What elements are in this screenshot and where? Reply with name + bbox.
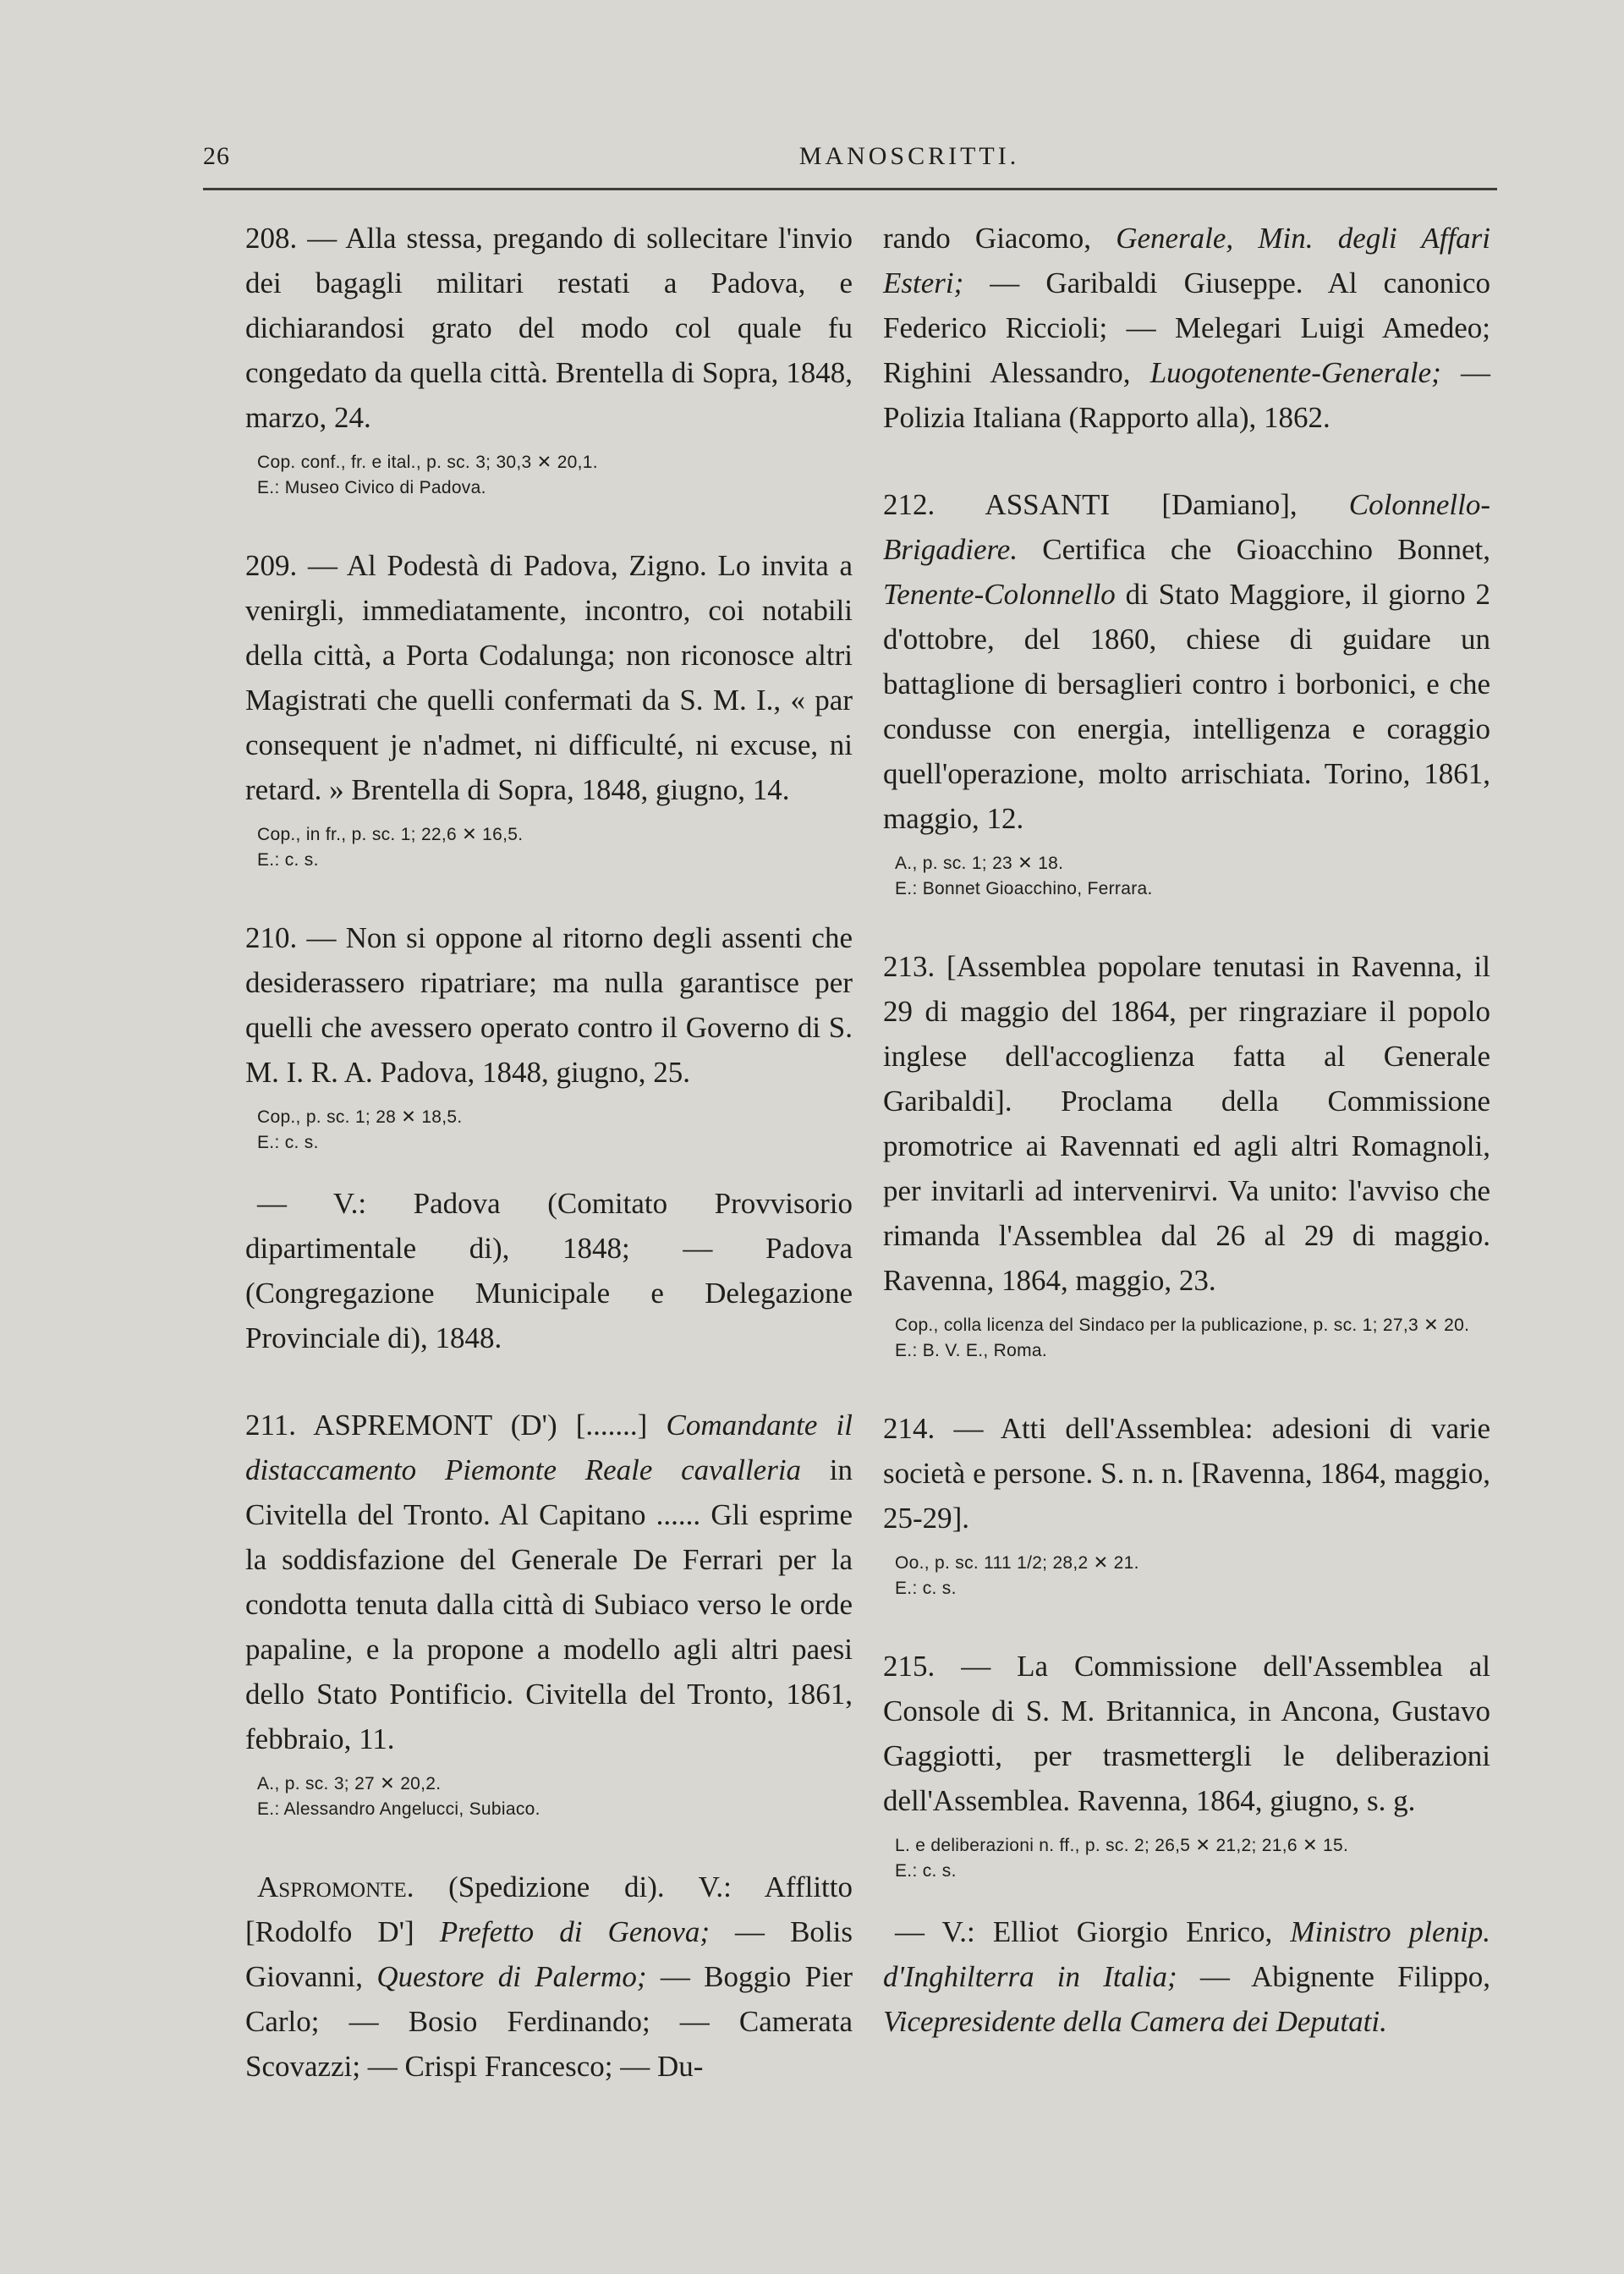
entry-208 [245, 216, 853, 501]
entry-text: 209. — Al Podestà di Padova, Zigno. Lo invita a venirgli, immediatamente, incontro, coi notabili della città, a Porta Codalunga; non riconosce altri Magistrati che quelli confermati da S. M. I., « par consequent je n'admet, ni difficulté, ni excuse, ni retard. » Brentella di Sopra, 1848, giugno, 14. [245, 549, 853, 806]
entry-body: Certifica che Gioacchino Bonnet, [1018, 533, 1490, 566]
meta-owner: E.: Alessandro Angelucci, Subiaco. [257, 1799, 540, 1819]
entry-213 [883, 944, 1490, 1364]
meta-owner: E.: c. s. [257, 1133, 319, 1152]
entry-body: — Boggio Pier Carlo; — Bosio Ferdinando; — Camerata Scovazzi; — Crispi Francesco; — Du- [245, 1960, 853, 2083]
entry-text: 215. — La Commissione dell'Assemblea al Console di S. M. Britannica, in Ancona, Gustavo Gaggiotti, per trasmettergli le deliberazioni dell'Assemblea. Ravenna, 1864, giugno, s. g. [883, 1650, 1490, 1817]
entry-text [245, 1403, 853, 1761]
meta-owner: E.: Bonnet Gioacchino, Ferrara. [895, 879, 1153, 898]
entry-role: Vicepresidente della Camera dei Deputati. [883, 2005, 1387, 2038]
entry-meta [895, 1551, 1490, 1601]
entry-text [883, 216, 1490, 440]
meta-copy: A., p. sc. 3; 27 ✕ 20,2. [257, 1774, 442, 1793]
meta-copy: Cop., p. sc. 1; 28 ✕ 18,5. [257, 1107, 463, 1127]
entry-text: 208. — Alla stessa, pregando di sollecitare l'invio dei bagagli militari restati a Padova, e dichiarandosi grato del modo col quale fu congedato da quella città. Brentella di Sopra, 1848, marzo, 24. [245, 222, 853, 434]
entry-lead: 212. ASSANTI [Damiano], [883, 488, 1349, 521]
entry-meta [895, 1833, 1490, 1884]
see-also-text [883, 1909, 1490, 2044]
entry-text: 214. — Atti dell'Assemblea: adesioni di varie società e persone. S. n. n. [Ravenna, 1864, maggio, 25-29]. [883, 1412, 1490, 1535]
entry-role: Generale, Min. degli Affari Esteri; [883, 222, 1490, 299]
entry-heading: Aspromonte [257, 1870, 407, 1903]
header-rule [203, 188, 1497, 190]
left-column [245, 216, 853, 2131]
meta-owner: E.: c. s. [257, 850, 319, 870]
entry-text: 210. — Non si oppone al ritorno degli assenti che desiderassero ripatriare; ma nulla garantisce per quelli che avessero operato contro il Governo di S. M. I. R. A. Padova, 1848, giugno, 25. [245, 921, 853, 1089]
entry-211 [245, 1403, 853, 1822]
meta-copy: Oo., p. sc. 111 1/2; 28,2 ✕ 21. [895, 1553, 1139, 1573]
entry-role: Luogotenente-Generale; [1149, 356, 1441, 389]
entry-body: di Stato Maggiore, il giorno 2 d'ottobre, del 1860, chiese di guidare un battaglione di bersaglieri contro i borbonici, e che condusse con energia, intelligenza e coraggio quell'operazione, molto arrischiata. Torino, 1861, maggio, 12. [883, 578, 1490, 835]
meta-copy: Cop. conf., fr. e ital., p. sc. 3; 30,3 ✕ 20,1. [257, 453, 598, 472]
entry-body: — Garibaldi Giuseppe. Al canonico Federico Riccioli; — Melegari Luigi Amedeo; Righini Alessandro, [883, 266, 1490, 389]
entry-214 [883, 1406, 1490, 1601]
meta-owner: E.: c. s. [895, 1579, 957, 1598]
meta-copy: L. e deliberazioni n. ff., p. sc. 2; 26,5 ✕ 21,2; 21,6 ✕ 15. [895, 1836, 1349, 1855]
entry-meta [257, 822, 853, 873]
meta-owner: E.: c. s. [895, 1861, 957, 1881]
meta-copy: A., p. sc. 1; 23 ✕ 18. [895, 854, 1064, 873]
entry-role: Questore di Palermo; [376, 1960, 647, 1993]
entry-continuation [883, 216, 1490, 440]
entry-body: — Polizia Italiana (Rapporto alla), 1862. [883, 356, 1490, 434]
entry-body: . (Spedizione di). V.: Afflitto [Rodolfo D'] [245, 1870, 853, 1948]
meta-owner: E.: Museo Civico di Padova. [257, 478, 486, 497]
entry-meta [895, 1313, 1490, 1364]
meta-copy: Cop., in fr., p. sc. 1; 22,6 ✕ 16,5. [257, 825, 524, 844]
entry-body: — Abignente Filippo, [1177, 1960, 1491, 1993]
entry-body: rando Giacomo, [883, 222, 1116, 255]
entry-210 [245, 915, 853, 1360]
entry-text [245, 1865, 853, 2089]
meta-copy: Cop., colla licenza del Sindaco per la publicazione, p. sc. 1; 27,3 ✕ 20. [895, 1316, 1470, 1335]
entry-role: Colonnello-Brigadiere. [883, 488, 1490, 566]
entry-body: in Civitella del Tronto. Al Capitano ...... Gli esprime la soddisfazione del Generale De Ferrari per la condotta tenuta dalla città di Subiaco verso le orde papaline, e la propone a modello agli altri paesi dello Stato Pontificio. Civitella del Tronto, 1861, febbraio, 11. [245, 1453, 853, 1755]
see-also-text: — V.: Padova (Comitato Provvisorio dipartimentale di), 1848; — Padova (Congregazione Municipale e Delegazione Provinciale di), 1848. [245, 1187, 853, 1354]
entry-text [883, 482, 1490, 841]
entry-body: — V.: Elliot Giorgio Enrico, [895, 1915, 1291, 1948]
meta-owner: E.: B. V. E., Roma. [895, 1341, 1047, 1360]
entry-215 [883, 1644, 1490, 2044]
entry-meta [257, 450, 853, 501]
entry-role: Ministro plenip. d'Inghilterra in Italia; [883, 1915, 1490, 1993]
entry-meta [257, 1771, 853, 1822]
entry-209 [245, 543, 853, 873]
running-title: MANOSCRITTI. [798, 142, 1020, 170]
entry-role: Prefetto di Genova; [439, 1915, 710, 1948]
right-column [883, 216, 1490, 2086]
page-number: 26 [203, 142, 230, 170]
entry-role: Tenente-Colonnello [883, 578, 1116, 611]
entry-role: Comandante il distaccamento Piemonte Reale cavalleria [245, 1409, 853, 1486]
entry-212 [883, 482, 1490, 902]
entry-meta [257, 1105, 853, 1156]
entry-lead: 211. ASPREMONT (D') [.......] [245, 1409, 667, 1442]
entry-text: 213. [Assemblea popolare tenutasi in Ravenna, il 29 di maggio del 1864, per ringraziare il popolo inglese dell'accoglienza fatta al Generale Garibaldi]. Proclama della Commissione promotrice ai Ravennati ed agli altri Romagnoli, per invitarli ad intervenirvi. Va unito: l'avviso che rimanda l'Assemblea dal 26 al 29 di maggio. Ravenna, 1864, maggio, 23. [883, 950, 1490, 1297]
entry-meta [895, 851, 1490, 902]
entry-body: — Bolis Giovanni, [245, 1915, 853, 1993]
page-header [203, 135, 1497, 186]
entry-aspromonte [245, 1865, 853, 2089]
